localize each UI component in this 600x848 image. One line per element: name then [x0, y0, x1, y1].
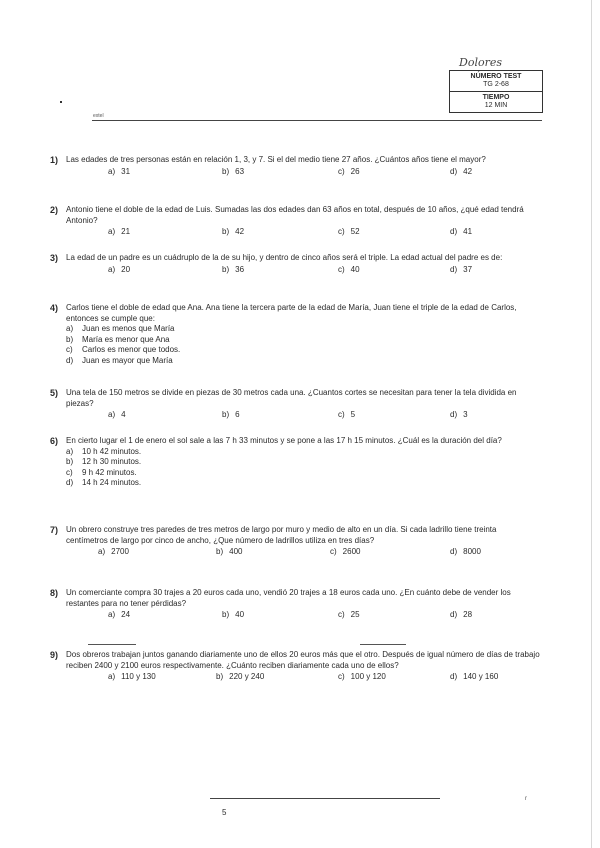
option-c[interactable] [338, 672, 386, 683]
option-b[interactable] [222, 610, 244, 621]
option-value: 42 [463, 166, 473, 176]
option-d[interactable] [66, 478, 540, 489]
option-d[interactable] [450, 227, 472, 238]
option-letter: a) [108, 166, 116, 176]
option-value: 36 [235, 264, 245, 274]
option-d[interactable] [450, 167, 472, 178]
option-letter: c) [338, 610, 345, 619]
option-c[interactable] [338, 265, 360, 276]
option-value: 12 h 30 minutos. [82, 457, 142, 466]
question-text: Antonio tiene el doble de la edad de Luis. Sumadas las dos edades dan 63 años en total, después de 10 años, ¿qué edad tendrá Antonio? [66, 205, 524, 225]
option-value: 2700 [111, 547, 129, 556]
option-c[interactable] [66, 345, 540, 356]
question-5 [50, 388, 540, 421]
option-value: Juan es mayor que María [82, 355, 173, 365]
scan-dot [60, 101, 62, 103]
time-cell [450, 91, 542, 112]
option-a[interactable] [108, 610, 130, 621]
option-value: 14 h 24 minutos. [82, 478, 142, 487]
question-1 [50, 155, 540, 178]
option-a[interactable] [108, 672, 156, 683]
option-letter: a) [66, 446, 74, 456]
option-a[interactable] [108, 410, 126, 421]
separator-line-right [360, 644, 406, 645]
question-8 [50, 588, 540, 621]
option-b[interactable] [222, 265, 244, 276]
question-number: 1) [50, 155, 59, 165]
option-value: 31 [121, 166, 131, 176]
option-b[interactable] [66, 335, 540, 346]
option-letter: c) [338, 410, 345, 419]
option-b[interactable] [216, 547, 242, 558]
option-letter: d) [450, 264, 458, 274]
option-a[interactable] [108, 167, 130, 178]
option-letter: a) [66, 324, 74, 333]
option-c[interactable] [330, 547, 360, 558]
question-text: Una tela de 150 metros se divide en piezas de 30 metros cada una. ¿Cuantos cortes se necesitan para tener la tela dividida en piezas? [66, 388, 517, 408]
option-c[interactable] [338, 167, 360, 178]
option-value: 52 [350, 227, 360, 236]
answer-options [50, 227, 540, 238]
option-value: Juan es menos que María [82, 324, 175, 333]
answer-options [66, 447, 540, 489]
option-value: 9 h 42 minutos. [82, 467, 137, 477]
option-value: 63 [235, 166, 245, 176]
header-divider [92, 120, 542, 121]
option-value: 40 [235, 610, 245, 619]
answer-options [50, 410, 540, 421]
option-letter: b) [66, 457, 74, 466]
option-value: 8000 [463, 547, 481, 556]
option-letter: b) [66, 334, 74, 344]
option-value: María es menor que Ana [82, 334, 170, 344]
option-value: 6 [235, 410, 240, 419]
answer-options [50, 547, 540, 558]
question-text: Las edades de tres personas están en relación 1, 3, y 7. Si el del medio tiene 27 años. ¿Cuántos años tiene el mayor? [66, 155, 486, 164]
answer-options [50, 610, 540, 621]
question-number: 8) [50, 588, 59, 598]
corner-mark: r [525, 796, 527, 802]
option-b[interactable] [222, 167, 244, 178]
question-text: Dos obreros trabajan juntos ganando diariamente uno de ellos 20 euros más que el otro. Después de igual número de días de trabajo reciben 2400 y 2100 euros respectivamente. ¿Cuánto reciben diariamente cada uno de ellos? [66, 650, 540, 670]
question-6 [50, 436, 540, 489]
answer-options [50, 672, 540, 683]
question-2 [50, 205, 540, 238]
answer-options [50, 265, 540, 276]
option-letter: c) [338, 227, 345, 236]
question-4 [50, 303, 540, 366]
option-d[interactable] [450, 610, 472, 621]
option-letter: c) [66, 345, 73, 354]
option-value: 220 y 240 [229, 672, 265, 681]
question-7 [50, 525, 540, 558]
option-letter: c) [66, 467, 73, 477]
option-letter: c) [338, 166, 345, 176]
option-value: 37 [463, 264, 473, 274]
option-b[interactable] [66, 457, 540, 468]
question-number: 5) [50, 388, 59, 398]
option-letter: a) [108, 264, 116, 274]
option-b[interactable] [222, 227, 244, 238]
option-b[interactable] [222, 410, 240, 421]
question-number: 9) [50, 650, 59, 660]
test-number-cell [450, 71, 542, 91]
option-c[interactable] [338, 610, 360, 621]
option-c[interactable] [66, 468, 540, 479]
question-number: 2) [50, 205, 59, 215]
test-number-label: NÚMERO TEST [470, 73, 522, 80]
question-text: Un comerciante compra 30 trajes a 20 euros cada uno, vendió 20 trajes a 18 euros cada uno. ¿En cuánto debe de vender los restantes para no tener pérdidas? [66, 588, 511, 608]
answer-options [66, 324, 540, 366]
option-letter: c) [338, 672, 345, 681]
option-letter: d) [450, 547, 458, 556]
answer-options [50, 167, 540, 178]
option-value: 24 [121, 610, 131, 619]
option-b[interactable] [216, 672, 264, 683]
option-value: 3 [463, 410, 468, 419]
test-number-value: TG 2-68 [483, 81, 509, 88]
option-letter: c) [330, 547, 337, 556]
option-letter: b) [222, 264, 230, 274]
option-value: 140 y 160 [463, 672, 499, 681]
option-a[interactable] [108, 265, 130, 276]
option-a[interactable] [66, 447, 540, 458]
option-value: 4 [121, 410, 126, 419]
option-letter: c) [338, 264, 345, 274]
page-number: 5 [222, 808, 227, 817]
option-letter: d) [450, 672, 458, 681]
option-value: 400 [229, 547, 243, 556]
option-letter: a) [108, 410, 116, 419]
option-letter: d) [450, 166, 458, 176]
option-a[interactable] [108, 227, 130, 238]
option-value: 40 [350, 264, 360, 274]
option-c[interactable] [338, 410, 355, 421]
option-letter: d) [450, 410, 458, 419]
question-number: 3) [50, 253, 59, 263]
option-letter: b) [222, 610, 230, 619]
option-letter: d) [66, 478, 74, 487]
question-number: 7) [50, 525, 59, 535]
question-text: En cierto lugar el 1 de enero el sol sale a las 7 h 33 minutos y se pone a las 17 h 15 minutos. ¿Cuál es la duración del día? [66, 436, 502, 445]
option-value: 110 y 130 [121, 672, 156, 681]
handwritten-name: Dolores [459, 56, 502, 69]
option-letter: a) [98, 547, 106, 556]
option-letter: a) [108, 610, 116, 619]
option-d[interactable] [450, 672, 498, 683]
separator-line-left [88, 644, 136, 645]
scan-edge-line [591, 0, 592, 848]
option-value: 21 [121, 227, 131, 236]
option-value: 2600 [342, 547, 361, 556]
question-3 [50, 253, 540, 276]
option-value: 10 h 42 minutos. [82, 446, 142, 456]
question-text: La edad de un padre es un cuádruplo de la de su hijo, y dentro de cinco años será el triple. La edad actual del padre es de: [66, 253, 503, 262]
option-a[interactable] [98, 547, 129, 558]
option-letter: d) [450, 227, 458, 236]
question-9 [50, 650, 540, 683]
option-value: 41 [463, 227, 473, 236]
option-a[interactable] [66, 324, 540, 335]
option-d[interactable] [450, 265, 472, 276]
option-d[interactable] [450, 547, 481, 558]
question-text: Un obrero construye tres paredes de tres metros de largo por muro y medio de alto en un día. Si cada ladrillo tiene treinta centímetros de largo por cinco de ancho, ¿Que número de ladrillos utiliza en tres días? [66, 525, 497, 545]
option-d[interactable] [66, 356, 540, 367]
option-d[interactable] [450, 410, 468, 421]
option-letter: b) [222, 166, 230, 176]
test-info-box [449, 70, 543, 113]
question-number: 6) [50, 436, 59, 446]
option-letter: b) [216, 672, 224, 681]
faint-header-text: extel [93, 113, 104, 119]
question-text: Carlos tiene el doble de edad que Ana. Ana tiene la tercera parte de la edad de María, Juan tiene el triple de la edad de Carlos, entonces se cumple que: [66, 303, 517, 323]
option-letter: b) [222, 227, 230, 236]
footer-divider [210, 798, 440, 799]
option-value: 5 [350, 410, 356, 419]
option-letter: a) [108, 672, 116, 681]
option-value: 42 [235, 227, 245, 236]
option-letter: b) [222, 410, 230, 419]
option-letter: b) [216, 547, 224, 556]
option-value: 100 y 120 [350, 672, 386, 681]
option-c[interactable] [338, 227, 360, 238]
option-letter: a) [108, 227, 116, 236]
question-number: 4) [50, 303, 59, 313]
option-value: 25 [350, 610, 360, 619]
option-value: 20 [121, 264, 131, 274]
option-value: 26 [350, 166, 360, 176]
time-value: 12 MIN [484, 102, 508, 109]
option-value: Carlos es menor que todos. [82, 345, 181, 354]
option-value: 28 [463, 610, 473, 619]
option-letter: d) [66, 355, 74, 365]
time-label: TIEMPO [482, 94, 510, 101]
option-letter: d) [450, 610, 458, 619]
